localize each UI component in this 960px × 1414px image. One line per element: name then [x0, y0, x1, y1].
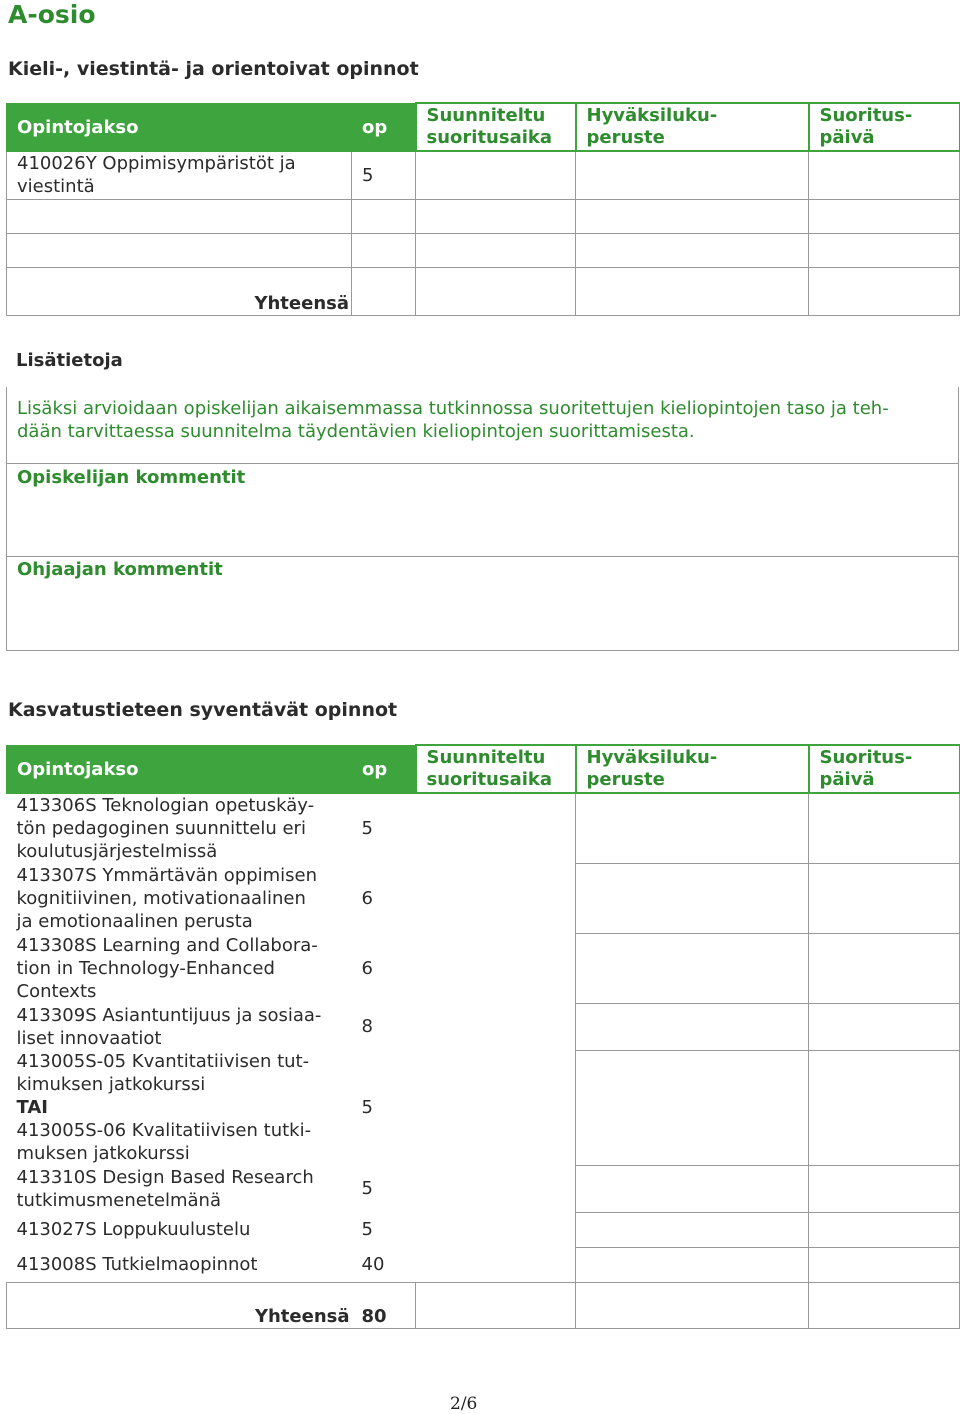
- section2-heading: Kasvatustieteen syventävät opinnot: [8, 699, 398, 721]
- col-header-course: Opintojakso: [7, 103, 352, 151]
- table-row: [7, 1247, 960, 1282]
- total-value: 80: [352, 1282, 416, 1328]
- total-row: [7, 1282, 960, 1328]
- course-name: 413310S Design Based Research tutkimusmenetelmänä: [16, 1166, 314, 1211]
- course-name: 413005S-05 Kvantitatiivisen tut- kimuksen jatkokurssi TAI 413005S-06 Kvalitatiivisen tutki- muksen jatkokurssi: [16, 1051, 312, 1164]
- col-header-planned: Suunniteltu suoritusaika: [416, 103, 576, 151]
- col-header-date: Suoritus- päivä: [809, 103, 960, 151]
- course-name: 413307S Ymmärtävän oppimisen kognitiivinen, motivationaalinen ja emotionaalinen perusta: [16, 864, 318, 932]
- total-label: Yhteensä: [7, 1282, 352, 1328]
- course-op: 8: [361, 1016, 373, 1037]
- page-number: 2/6: [450, 1394, 478, 1414]
- course-op: 5: [361, 1178, 373, 1199]
- advisor-comments-label: Ohjaajan kommentit: [17, 559, 223, 580]
- course-name: 413309S Asiantuntijuus ja sosiaa- liset innovaatiot: [16, 1004, 322, 1049]
- col-header-basis: Hyväksiluku- peruste: [576, 745, 809, 793]
- section1-heading: Kieli-, viestintä- ja orientoivat opinnot: [8, 58, 419, 80]
- course-op: 6: [361, 887, 373, 909]
- course-op: 40: [361, 1253, 385, 1275]
- table-row: [7, 793, 960, 863]
- info-box: [6, 387, 959, 651]
- col-header-planned: Suunniteltu suoritusaika: [416, 745, 576, 793]
- course-name: 413308S Learning and Collabora- tion in Technology-Enhanced Contexts: [16, 934, 318, 1002]
- total-label: Yhteensä: [7, 267, 352, 315]
- course-op: 5: [361, 817, 373, 839]
- section1-table: [6, 102, 960, 316]
- course-name: 410026Y Oppimisympäristöt ja viestintä: [7, 151, 352, 199]
- col-header-course: Opintojakso: [7, 745, 352, 793]
- course-op: 5: [361, 1097, 373, 1118]
- info-label: Lisätietoja: [16, 350, 123, 371]
- table-row: [7, 1212, 960, 1247]
- student-comments-label: Opiskelijan kommentit: [17, 467, 246, 488]
- col-header-op: op: [352, 103, 416, 151]
- table-row: [7, 1165, 960, 1212]
- col-header-date: Suoritus- päivä: [809, 745, 960, 793]
- table-row: [7, 151, 960, 199]
- col-header-basis: Hyväksiluku- peruste: [576, 103, 809, 151]
- course-op: 5: [361, 1219, 373, 1240]
- course-name: 413008S Tutkielmaopinnot: [16, 1253, 258, 1275]
- table-row: [7, 199, 960, 233]
- total-value: [352, 267, 416, 315]
- page-title: A-osio: [8, 0, 96, 29]
- course-name: 413027S Loppukuulustelu: [16, 1219, 251, 1240]
- table-row: [7, 233, 960, 267]
- section2-table: [6, 744, 960, 1329]
- table-row: [7, 1003, 960, 1050]
- course-name: 413306S Teknologian opetuskäy- tön pedagoginen suunnittelu eri koulutusjärjestelmissä: [16, 794, 315, 862]
- table-row: [7, 863, 960, 933]
- table-row: [7, 1050, 960, 1165]
- course-op: 5: [352, 151, 416, 199]
- col-header-op: op: [352, 745, 416, 793]
- total-row: [7, 267, 960, 315]
- table-row: [7, 933, 960, 1003]
- course-op: 6: [361, 957, 373, 979]
- info-text: Lisäksi arvioidaan opiskelijan aikaisemmassa tutkinnossa suoritettujen kieliopintojen taso ja teh- dään tarvittaessa suunnitelma täydentävien kieliopintojen suorittamisesta.: [17, 398, 889, 442]
